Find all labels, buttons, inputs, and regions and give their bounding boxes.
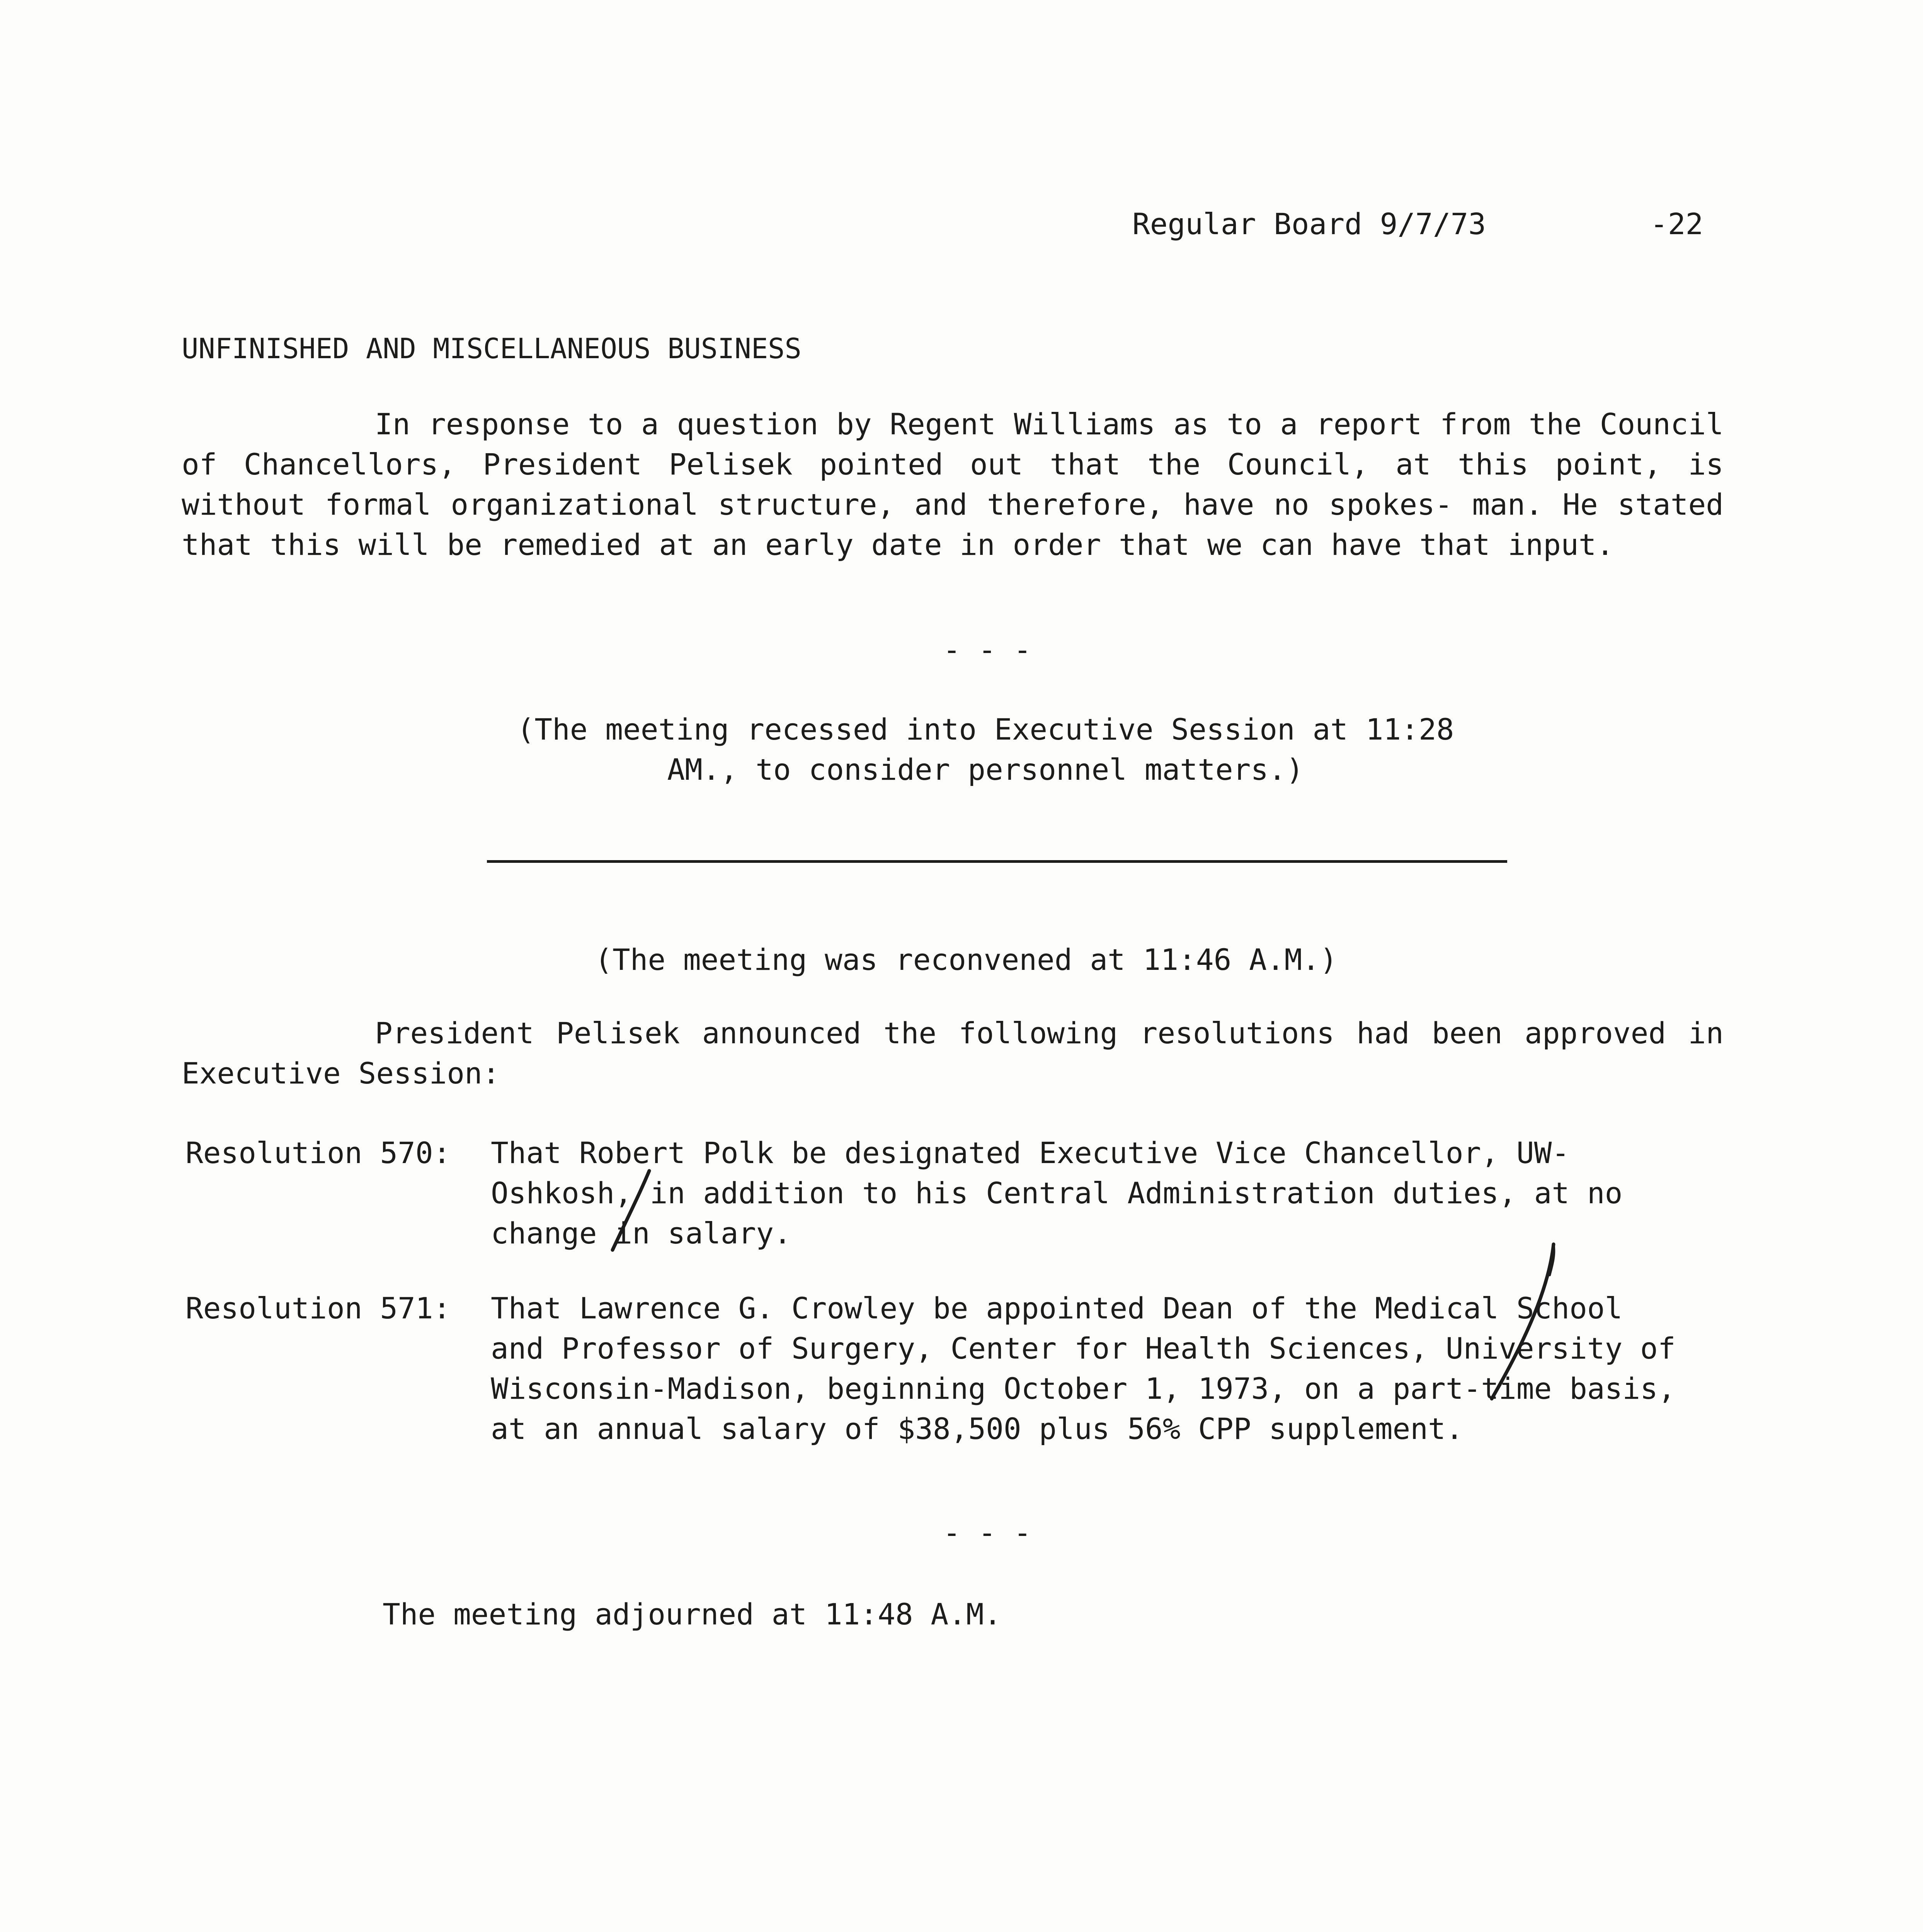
paragraph-resolutions-intro bbox=[182, 1013, 1724, 1094]
section-heading: UNFINISHED AND MISCELLANEOUS BUSINESS bbox=[182, 332, 802, 365]
resolution-571-label: Resolution 571: bbox=[185, 1291, 451, 1325]
adjournment-statement: The meeting adjourned at 11:48 A.M. bbox=[383, 1597, 1002, 1631]
section-separator: - - - bbox=[943, 633, 1031, 667]
paragraph-council-report-text: In response to a question by Regent Williams as to a report from the Council of Chancellors, President Pelisek pointed out that the Council, at this point, is without formal organizational structure, and therefore, have no spokes- man. He stated that this will be remedied at an early date in order that we can have that input. bbox=[182, 407, 1724, 562]
recess-note-line-2: AM., to consider personnel matters.) bbox=[667, 752, 1304, 787]
horizontal-rule bbox=[487, 860, 1507, 863]
section-separator-2: - - - bbox=[943, 1515, 1031, 1550]
paragraph-council-report bbox=[182, 404, 1724, 565]
handwritten-check-mark-2-icon bbox=[1476, 1240, 1569, 1406]
paragraph-resolutions-intro-text: President Pelisek announced the following resolutions had been approved in Executive Session: bbox=[182, 1016, 1724, 1090]
resolution-570-text: That Robert Polk be designated Executive Vice Chancellor, UW-Oshkosh, in addition to his Central Administration duties, at no change in salary. bbox=[491, 1136, 1623, 1250]
reconvened-note: (The meeting was reconvened at 11:46 A.M.) bbox=[595, 942, 1338, 977]
resolution-570-label: Resolution 570: bbox=[185, 1136, 451, 1170]
header-page-number: -22 bbox=[1650, 207, 1703, 241]
resolution-571-text: That Lawrence G. Crowley be appointed Dean of the Medical School and Professor of Surgery, Center for Health Sciences, University of Wisconsin-Madison, beginning October 1, 1973, on a part-time basis, at an annual salary of $38,500 plus 56% CPP supplement. bbox=[491, 1291, 1676, 1446]
recess-note-line-1: (The meeting recessed into Executive Session at 11:28 bbox=[517, 712, 1454, 747]
recess-note bbox=[464, 709, 1507, 790]
header-title: Regular Board 9/7/73 bbox=[1132, 207, 1486, 241]
handwritten-check-mark-1-icon bbox=[603, 1167, 657, 1256]
